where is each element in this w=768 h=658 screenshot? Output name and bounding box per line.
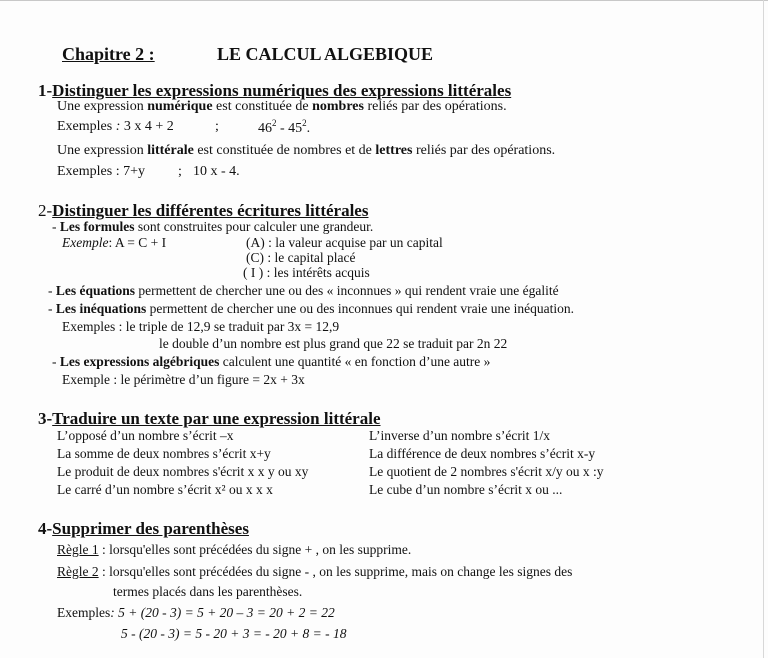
section2-number: 2- [38, 201, 53, 220]
section1-heading [38, 81, 511, 101]
section4-regle2-cont: termes placés dans les parenthèses. [113, 584, 303, 599]
section3-right-3: Le cube d’un nombre s’écrit x ou ... [369, 482, 563, 497]
section2-algebriques: - Les expressions algébriques calculent une quantité « en fonction d’une autre » [52, 354, 491, 369]
section1-examples1-sep: ; [215, 119, 219, 134]
section4-regle1: Règle 1 : lorsqu'elles sont précédées du signe + , on les supprime. [57, 542, 412, 557]
section3-number: 3- [38, 409, 53, 428]
section2-exemple: Exemple: A = C + I [62, 235, 167, 250]
section2-ex-triple: Exemples : le triple de 12,9 se traduit par 3x = 12,9 [62, 319, 340, 334]
section2-def-i: ( I ) : les intérêts acquis [243, 265, 370, 280]
section2-title: Distinguer les différentes écritures littérales [52, 201, 369, 220]
section3-right-2: Le quotient de 2 nombres s'écrit x/y ou x :y [369, 464, 604, 479]
section4-regle2: Règle 2 : lorsqu'elles sont précédées du signe - , on les supprime, mais on change les signes des [57, 564, 573, 579]
section4-heading [38, 519, 249, 539]
section1-examples1-power: $46^2 - 45^2$. [258, 118, 311, 136]
section1-examples2: Exemples : 7+y [57, 164, 145, 179]
section2-ex-perimetre: Exemple : le périmètre d’un figure = 2x + 3x [62, 372, 305, 387]
section4-title: Supprimer des parenthèses [52, 519, 249, 538]
section1-examples2-b: 10 x - 4. [193, 164, 240, 179]
section1-title: Distinguer les expressions numériques des expressions littérales [52, 81, 512, 100]
section3-left-2: Le produit de deux nombres s'écrit x x y ou xy [57, 464, 309, 479]
chapter-title: LE CALCUL ALGEBIQUE [217, 44, 434, 64]
section2-ex-double: le double d’un nombre est plus grand que 22 se traduit par 2n 22 [159, 336, 508, 351]
section3-left-0: L’opposé d’un nombre s’écrit –x [57, 428, 234, 443]
section3-title: Traduire un texte par une expression littérale [52, 409, 381, 428]
top-border [0, 0, 768, 1]
section4-number: 4- [38, 519, 53, 538]
section3-right-1: La différence de deux nombres s’écrit x-y [369, 446, 596, 461]
section3-left-1: La somme de deux nombres s’écrit x+y [57, 446, 271, 461]
section4-example1: Exemples: 5 + (20 - 3) = 5 + 20 – 3 = 20 + 2 = 22 [57, 605, 335, 620]
right-border [763, 0, 764, 658]
section1-examples2-sep: ; [178, 164, 182, 179]
section1-line1: Une expression numérique est constituée de nombres reliés par des opérations. [57, 99, 507, 114]
section2-inequations: - Les inéquations permettent de chercher une ou des inconnues qui rendent vraie une inéquation. [48, 301, 574, 316]
section4-example2: 5 - (20 - 3) = 5 - 20 + 3 = - 20 + 8 = - 18 [121, 626, 347, 641]
section1-examples1: Exemples : 3 x 4 + 2 [57, 119, 174, 134]
section2-def-a: (A) : la valeur acquise par un capital [246, 235, 443, 250]
section2-heading [38, 201, 368, 221]
section3-heading [38, 409, 381, 429]
section2-def-c: (C) : le capital placé [246, 250, 356, 265]
section3-right-0: L’inverse d’un nombre s’écrit 1/x [369, 428, 550, 443]
section1-line2: Une expression littérale est constituée de nombres et de lettres reliés par des opérations. [57, 143, 556, 158]
section2-equations: - Les équations permettent de chercher une ou des « inconnues » qui rendent vraie une égalité [48, 283, 559, 298]
section3-left-3: Le carré d’un nombre s’écrit x² ou x x x [57, 482, 273, 497]
chapter-label: Chapitre 2 : [62, 44, 155, 64]
section1-number: 1- [38, 81, 53, 100]
section2-formules: - Les formules sont construites pour calculer une grandeur. [52, 219, 374, 234]
